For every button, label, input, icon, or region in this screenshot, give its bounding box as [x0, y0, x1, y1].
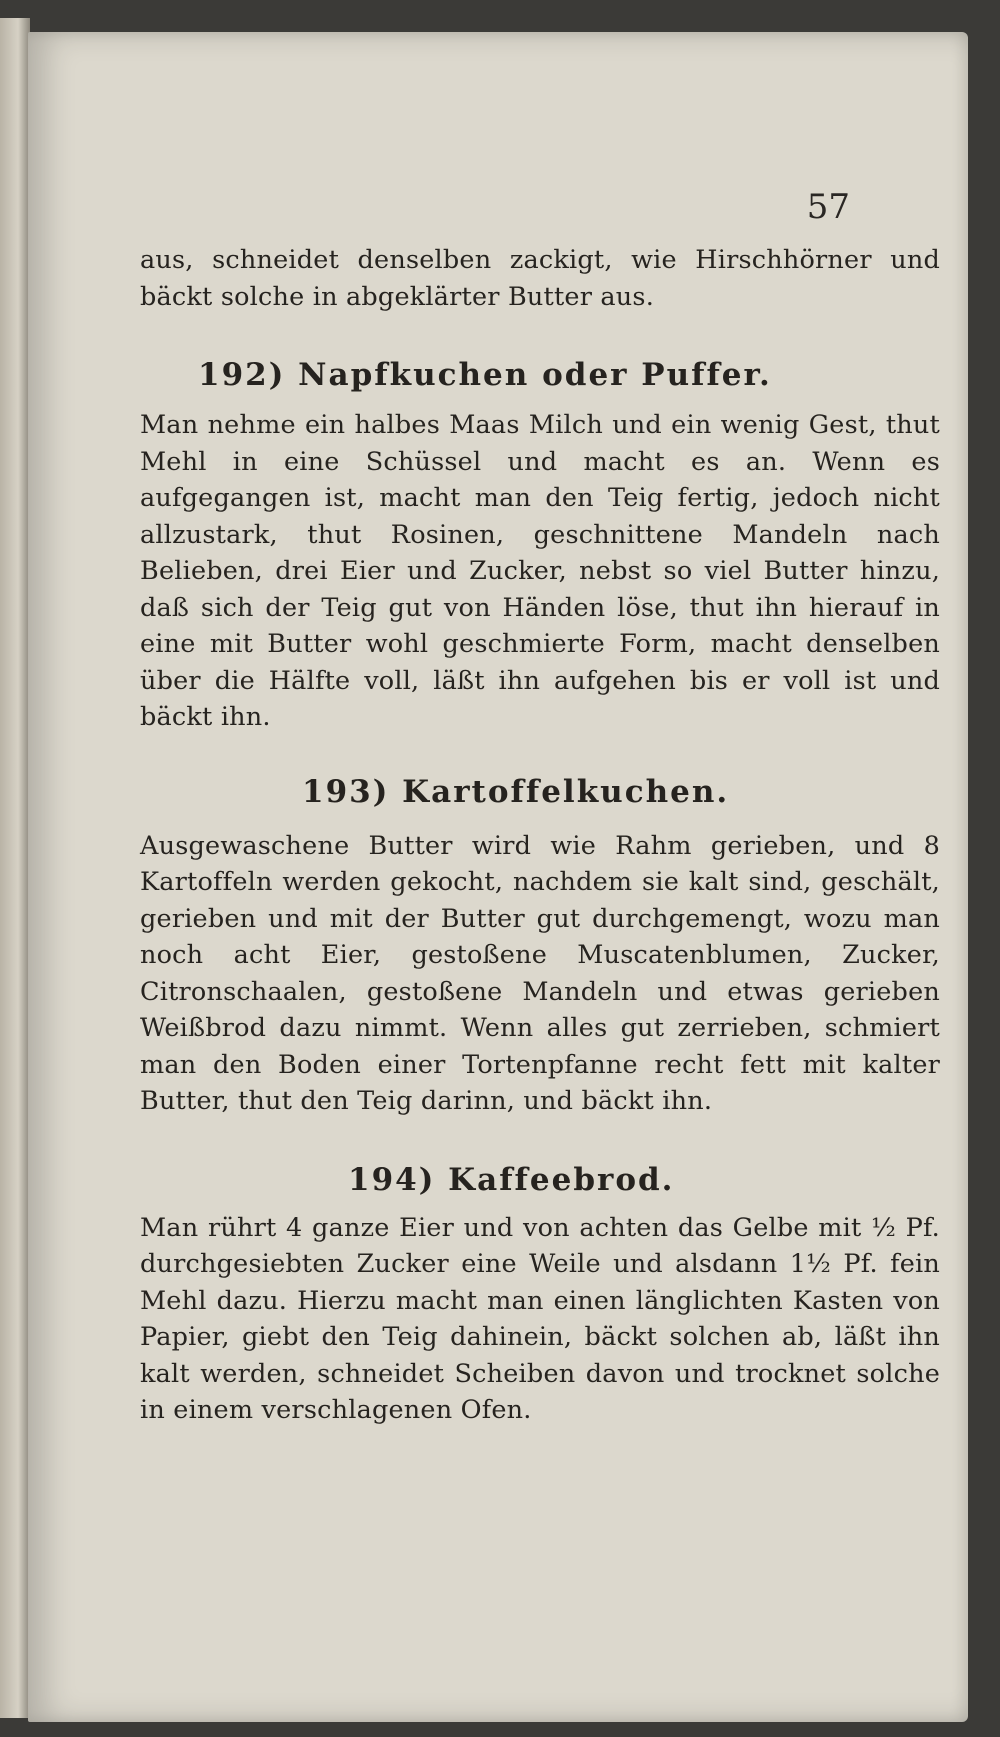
recipe-heading-193: 193) Kartoffelkuchen.	[302, 773, 730, 810]
recipe-text-194: Man rührt 4 ganze Eier und von achten das Gelbe mit ½ Pf. durchgesiebten Zucker eine Weile und alsdann 1½ Pf. fein Mehl dazu. Hierzu macht man einen länglichten Kasten von Papier, giebt den Teig dahinein, bäckt solchen ab, läßt ihn kalt werden, schneidet Scheiben davon und trocknet solche in einem verschlagenen Ofen.	[140, 1212, 940, 1425]
recipe-heading-192: 192) Napfkuchen oder Puffer.	[198, 357, 772, 393]
page-content	[140, 242, 940, 1429]
book-page	[28, 32, 968, 1722]
recipe-text-192: Man nehme ein halbes Maas Milch und ein wenig Gest, thut Mehl in eine Schüssel und macht es an. Wenn es aufgegangen ist, macht man den Teig fertig, jedoch nicht allzustark, thut Rosinen, geschnittene Mandeln nach Belieben, drei Eier und Zucker, nebst so viel Butter hinzu, daß sich der Teig gut von Händen löse, thut ihn hierauf in eine mit Butter wohl geschmierte Form, macht denselben über die Hälfte voll, läßt ihn aufgehen bis er voll ist und bäckt ihn.	[140, 410, 940, 732]
carry-over-text: aus, schneidet denselben zackigt, wie Hirschhörner und bäckt solche in abgeklärter Butter aus.	[140, 245, 940, 312]
page-number: 57	[806, 187, 850, 227]
recipe-heading-194: 194) Kaffeebrod.	[348, 1161, 675, 1198]
recipe-text-193: Ausgewaschene Butter wird wie Rahm gerieben, und 8 Kartoffeln werden gekocht, nachdem sie kalt sind, geschält, gerieben und mit der Butter gut durchgemengt, wozu man noch acht Eier, gestoßene Muscatenblumen, Zucker, Citronschaalen, gestoßene Mandeln und etwas gerieben Weißbrod dazu nimmt. Wenn alles gut zerrieben, schmiert man den Boden einer Tortenpfanne recht fett mit kalter Butter, thut den Teig darinn, und bäckt ihn.	[140, 830, 940, 1116]
previous-page-edge	[0, 18, 30, 1718]
